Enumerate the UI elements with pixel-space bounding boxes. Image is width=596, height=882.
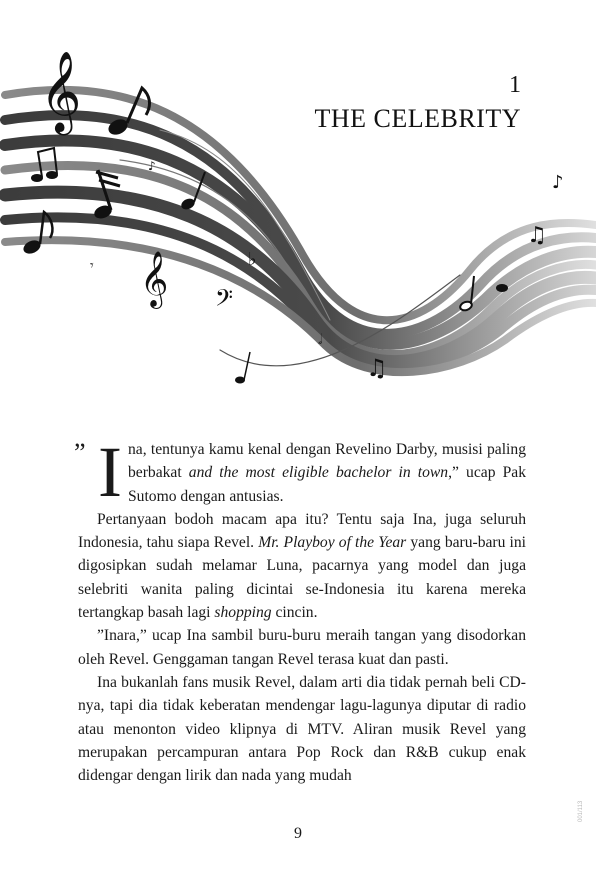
- paragraph: [74, 432, 527, 512]
- paragraph: [78, 624, 526, 671]
- text-segment: Ina bukanlah fans musik Revel, dalam arti dia tidak pernah beli CD-nya, tapi dia tidak keberatan mendengar lagu-lagunya diputar di radio atau menonton video klipnya di MTV. Aliran musik Revel yang merupakan percampuran antara Pop Rock dan R&B cukup enak didengar dengan lirik dan nada yang mudah: [78, 673, 526, 785]
- beamed-notes-right-icon: ♫: [527, 223, 547, 248]
- italic-text: and the most eligible bachelor in town: [188, 464, 449, 482]
- drop-cap: I: [98, 432, 122, 512]
- page-number: 9: [294, 825, 302, 842]
- eighth-note-icon: ♪: [552, 172, 564, 193]
- bass-clef-icon: 𝄢: [215, 284, 234, 317]
- paragraph: [78, 508, 526, 624]
- text-segment: ,” ucap Pak Sutomo dengan antusias.: [127, 464, 527, 505]
- opening-quote: ”: [74, 438, 86, 467]
- small-note-icon: ♪: [148, 159, 156, 173]
- beamed-notes-icon: ♫: [366, 354, 388, 382]
- italic-text: Mr. Playboy of the Year: [258, 534, 407, 552]
- half-note-icon: 𝅗𝅥: [318, 332, 323, 348]
- paragraph: [78, 671, 526, 787]
- treble-clef-icon: 𝄞: [40, 50, 82, 132]
- chapter-title: THE CELEBRITY: [314, 104, 521, 133]
- music-notes-wave-illustration: [0, 20, 596, 400]
- text-segment: ”Inara,” ucap Ina sambil buru-buru meraih tangan yang disodorkan oleh Revel. Genggaman tangan Revel terasa kuat dan pasti.: [78, 627, 526, 668]
- chapter-number: 1: [509, 72, 521, 98]
- text-segment: na, tentunya kamu kenal dengan Revelino Darby, musisi paling berbakat: [127, 441, 526, 482]
- treble-clef-small-icon: 𝄞: [140, 251, 169, 307]
- side-code: 001/113: [578, 800, 584, 822]
- text-segment: yang baru-baru ini digosipkan sudah melamar Luna, pacarnya yang model dan juga selebriti wanita paling dicintai se-Indonesia itu karena mereka tertangkap basah lagi: [78, 534, 527, 622]
- flat-icon: ♭: [248, 249, 257, 270]
- chapter-body: [74, 432, 527, 787]
- italic-text: shopping: [214, 604, 272, 622]
- text-segment: cincin.: [271, 604, 318, 622]
- rest-icon: 𝄾: [90, 258, 94, 274]
- text-segment: Pertanyaan bodoh macam apa itu? Tentu saja Ina, juga seluruh Indonesia, tahu siapa Revel.: [78, 510, 526, 552]
